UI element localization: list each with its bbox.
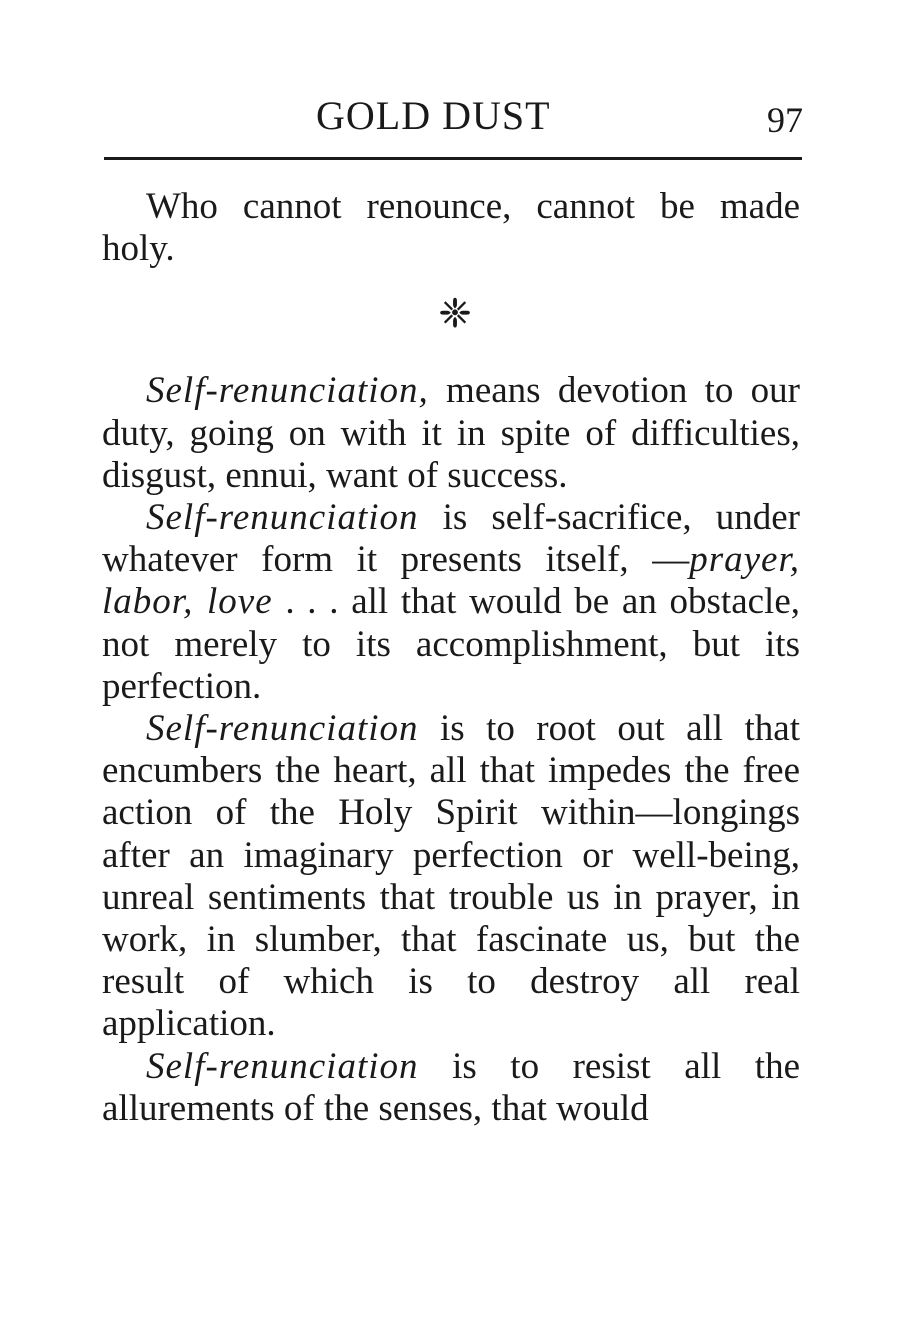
page-number: 97 [767,100,803,140]
paragraph-2 [102,370,800,497]
ornament-divider [102,270,800,370]
paragraph-2-text: means devotion to our duty, going on with it in spite of difficulties, disgust, ennui, want of success. [102,370,800,496]
paragraph-4 [102,708,800,1046]
paragraph-1: Who cannot renounce, cannot be made holy. [102,186,800,270]
emphasis-term: Self-renunciation, [146,370,429,412]
emphasis-list: prayer, labor, love [102,539,800,623]
emphasis-term: Self-renunciation [146,1045,419,1087]
header-rule [104,157,802,160]
snowflake-ornament-icon: ❈ [438,291,472,337]
running-header-title: GOLD DUST [316,93,551,138]
emphasis-term: Self-renunciation [146,497,419,539]
paragraph-3-text: is self-sacrifice, under whatever form it presents itself, — [102,497,800,581]
paragraph-5-text: is to resist all the allurements of the senses, that would [102,1045,800,1129]
emphasis-term: Self-renunciation [146,708,419,750]
paragraph-3-text-end: . . . all that would be an obstacle, not merely to its accomplishment, but its perfection. [102,581,800,707]
body-text [102,186,800,1130]
paragraph-3 [102,497,800,708]
paragraph-4-text: is to root out all that encumbers the heart, all that impedes the free action of the Holy Spirit within—longings after an imaginary perfection or well-being, unreal sentiments that trouble us in prayer, in work, in slumber, that fascinate us, but the result of which is to destroy all real application. [102,708,800,1045]
paragraph-5 [102,1046,800,1130]
